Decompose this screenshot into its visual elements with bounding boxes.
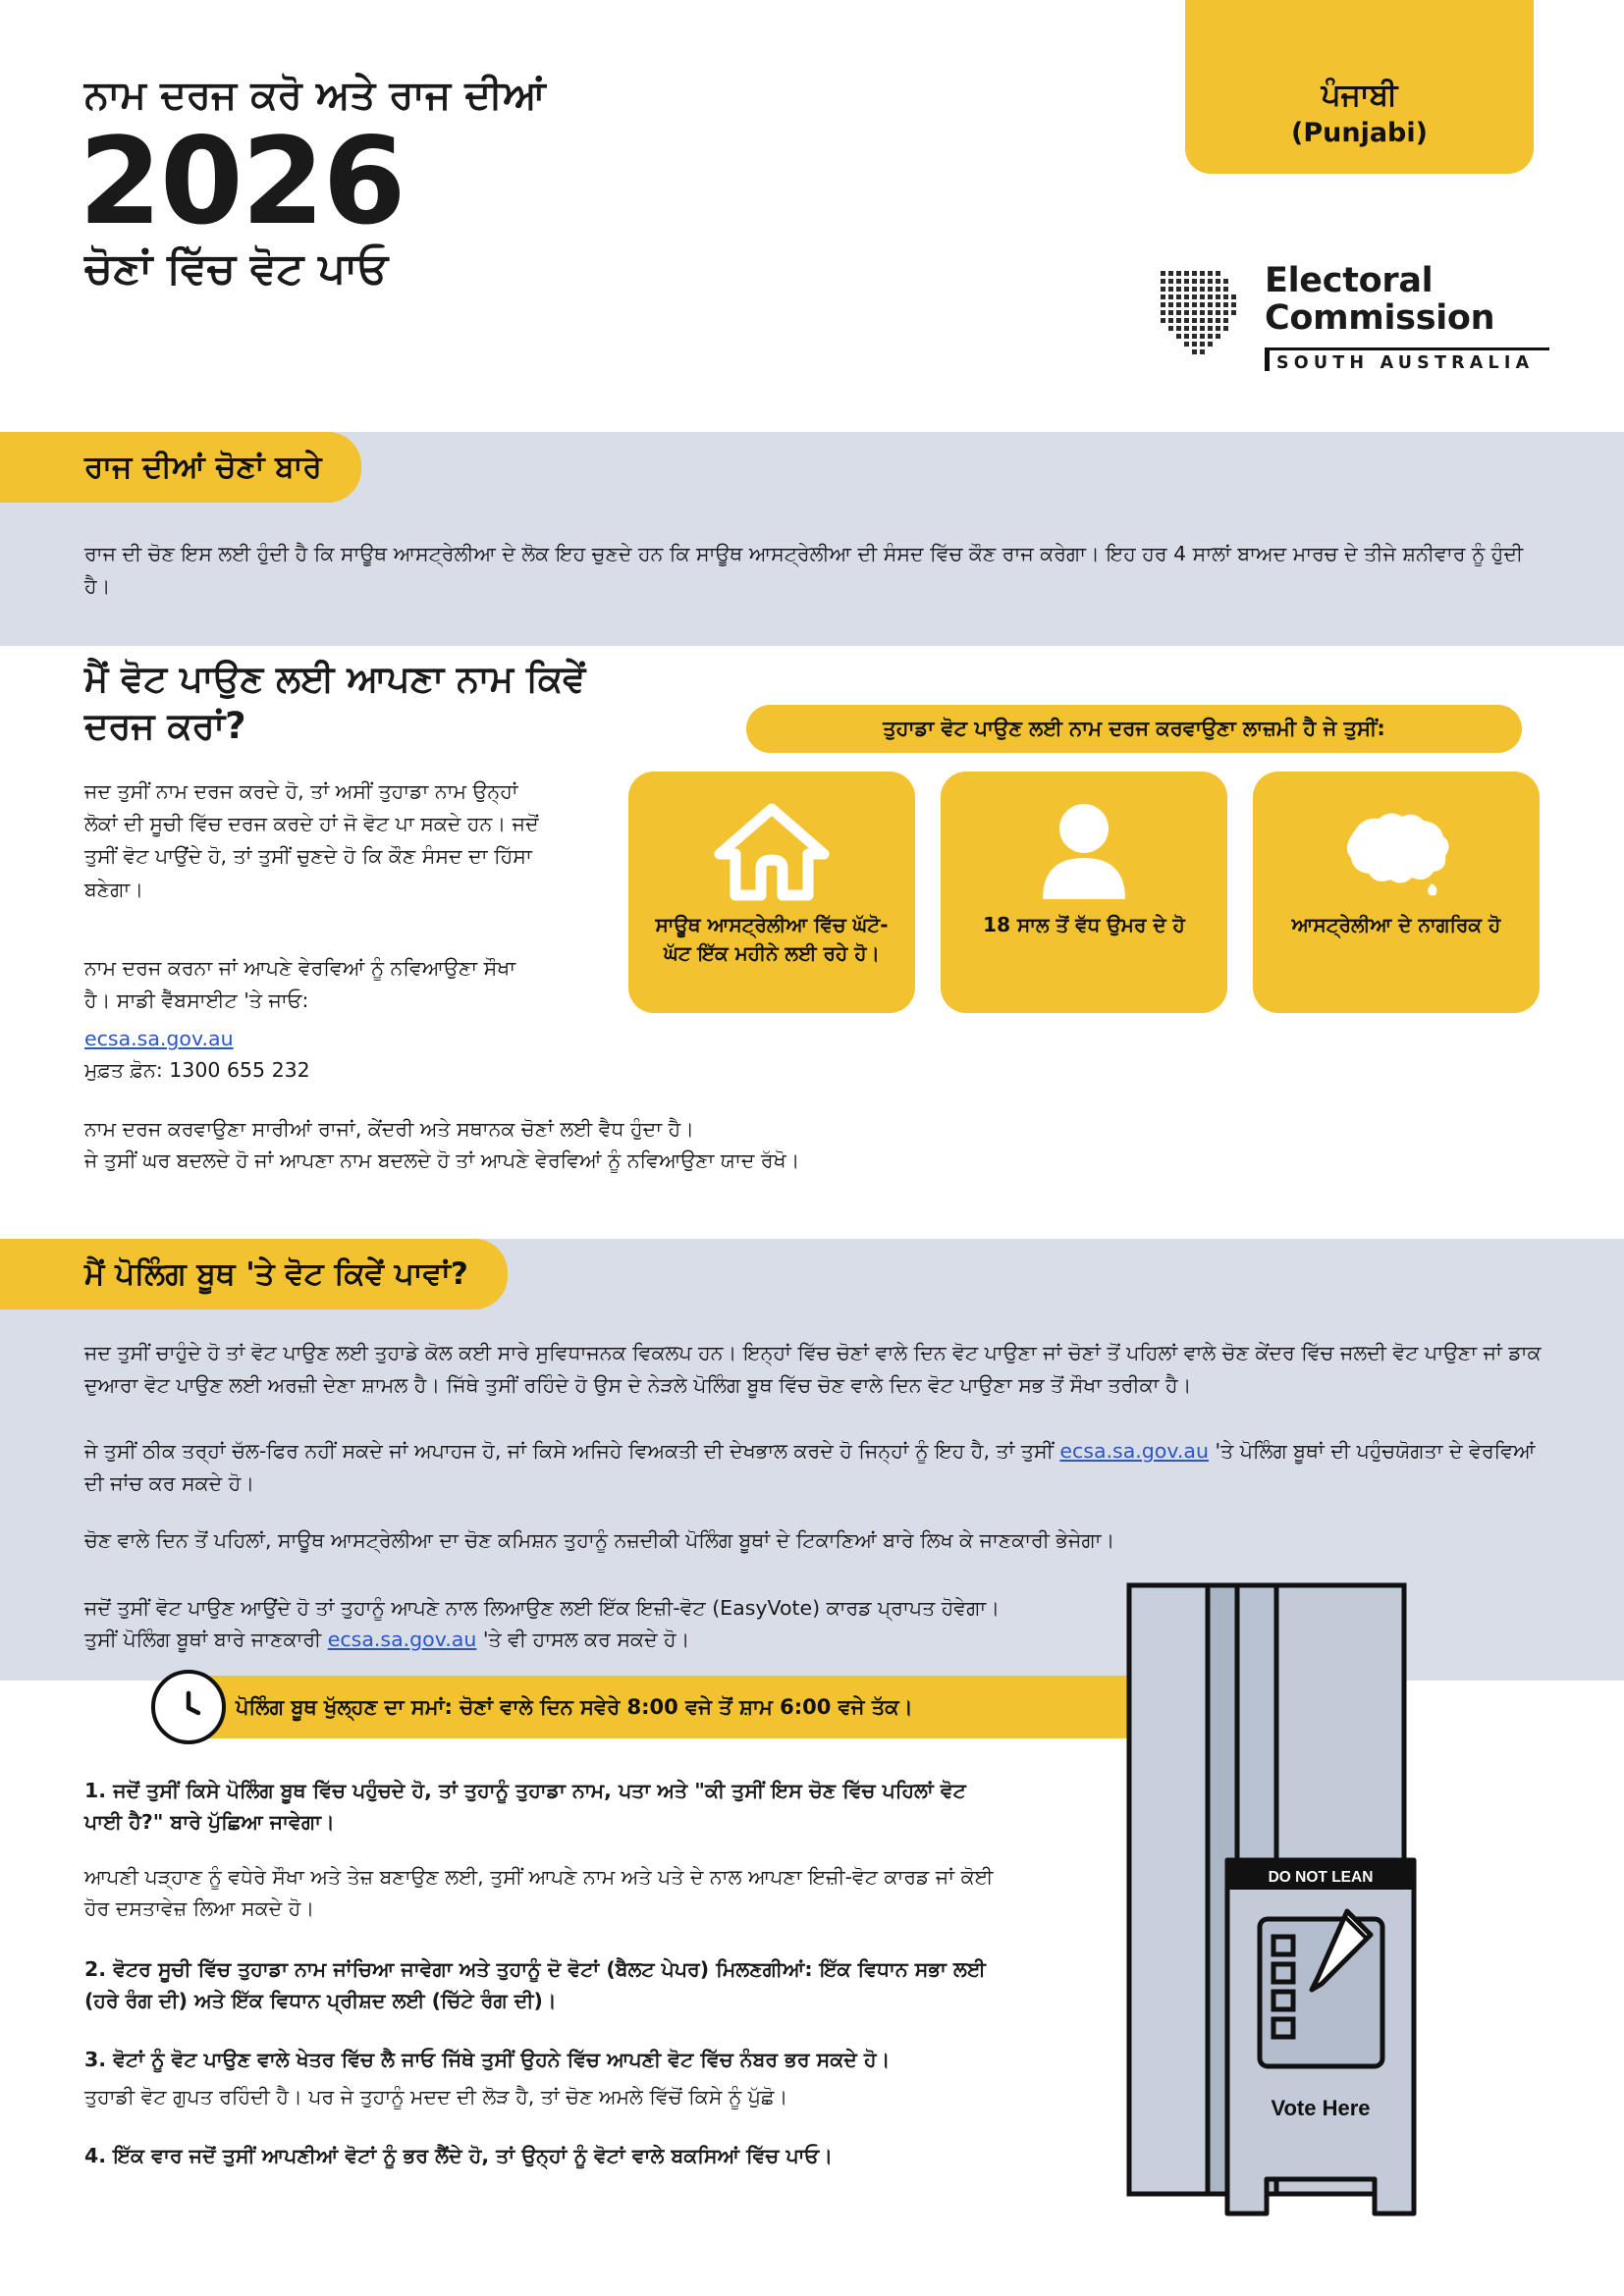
- heading-about-state-elections: ਰਾਜ ਦੀਆਂ ਚੋਣਾਂ ਬਾਰੇ: [0, 432, 361, 503]
- eligibility-card-age: [941, 772, 1227, 1013]
- voting-step-3-number: 3.: [84, 2048, 107, 2071]
- voting-step-1-bold: ਜਦੋਂ ਤੁਸੀਂ ਕਿਸੇ ਪੋਲਿੰਗ ਬੂਥ ਵਿੱਚ ਪਹੁੰਚਦੇ ਹੋ, ਤਾਂ ਤੁਹਾਨੂੰ ਤੁਹਾਡਾ ਨਾਮ, ਪਤਾ ਅਤੇ "ਕੀ ਤੁਸੀਂ ਇਸ ਚੋਣ ਵਿੱਚ ਪਹਿਲਾਂ ਵੋਟ ਪਾਈ ਹੈ?" ਬਾਰੇ ਪੁੱਛਿਆ ਜਾਵੇਗਾ।: [84, 1779, 966, 1835]
- masthead-year: 2026: [79, 112, 405, 251]
- house-icon: [714, 793, 830, 911]
- clock-icon: [151, 1670, 226, 1744]
- ecsa-website-link-accessibility[interactable]: ecsa.sa.gov.au: [1059, 1439, 1209, 1463]
- ecsa-logo: [1159, 263, 1542, 381]
- ecsa-wordmark-line-1: Electoral: [1265, 261, 1434, 300]
- eligibility-card-residency: [628, 772, 915, 1013]
- ecsa-wordmark: [1265, 263, 1494, 338]
- voting-paragraph-5: [84, 1624, 1066, 1656]
- eligibility-title: ਤੁਹਾਡਾ ਵੋਟ ਪਾਉਣ ਲਈ ਨਾਮ ਦਰਜ ਕਰਵਾਉਣਾ ਲਾਜ਼ਮੀ ਹੈ ਜੇ ਤੁਸੀਂ:: [746, 705, 1522, 753]
- ecsa-website-link-register[interactable]: ecsa.sa.gov.au: [84, 1027, 234, 1050]
- masthead-line-1: ਨਾਮ ਦਰਜ ਕਰੋ ਅਤੇ ਰਾਜ ਦੀਆਂ: [84, 73, 546, 118]
- voting-step-2: [84, 1953, 1007, 2017]
- voting-paragraph-3: ਚੋਣ ਵਾਲੇ ਦਿਨ ਤੋਂ ਪਹਿਲਾਂ, ਸਾਊਥ ਆਸਟ੍ਰੇਲੀਆ ਦਾ ਚੋਣ ਕਮਿਸ਼ਨ ਤੁਹਾਨੂੰ ਨਜ਼ਦੀਕੀ ਪੋਲਿੰਗ ਬੂਥਾਂ ਦੇ ਟਿਕਾਣਿਆਂ ਬਾਰੇ ਲਿਖ ਕੇ ਜਾਣਕਾਰੀ ਭੇਜੇਗਾ।: [84, 1528, 1115, 1552]
- voting-screen-illustration: [1080, 1566, 1473, 2253]
- voting-step-2-bold: ਵੋਟਰ ਸੂਚੀ ਵਿੱਚ ਤੁਹਾਡਾ ਨਾਮ ਜਾਂਚਿਆ ਜਾਵੇਗਾ ਅਤੇ ਤੁਹਾਨੂੰ ਦੋ ਵੋਟਾਂ (ਬੈਲਟ ਪੇਪਰ) ਮਿਲਣਗੀਆਂ: ਇੱਕ ਵਿਧਾਨ ਸਭਾ ਲਈ (ਹਰੇ ਰੰਗ ਦੀ) ਅਤੇ ਇੱਕ ਵਿਧਾਨ ਪ੍ਰੀਸ਼ਦ ਲਈ (ਚਿੱਟੇ ਰੰਗ ਦੀ)।: [84, 1957, 986, 2013]
- language-badge: [1185, 0, 1534, 174]
- voting-step-3: [84, 2044, 1007, 2075]
- register-paragraph-4: ਜੇ ਤੁਸੀਂ ਘਰ ਬਦਲਦੇ ਹੋ ਜਾਂ ਆਪਣਾ ਨਾਮ ਬਦਲਦੇ ਹੋ ਤਾਂ ਆਪਣੇ ਵੇਰਵਿਆਂ ਨੂੰ ਨਵਿਆਉਣਾ ਯਾਦ ਰੱਖੋ।: [84, 1148, 800, 1172]
- about-state-elections-body: ਰਾਜ ਦੀ ਚੋਣ ਇਸ ਲਈ ਹੁੰਦੀ ਹੈ ਕਿ ਸਾਊਥ ਆਸਟ੍ਰੇਲੀਆ ਦੇ ਲੋਕ ਇਹ ਚੁਣਦੇ ਹਨ ਕਿ ਸਾਊਥ ਆਸਟ੍ਰੇਲੀਆ ਦੀ ਸੰਸਦ ਵਿੱਚ ਕੌਣ ਰਾਜ ਕਰੇਗਾ। ਇਹ ਹਰ 4 ਸਾਲਾਂ ਬਾਅਦ ਮਾਰਚ ਦੇ ਤੀਜੇ ਸ਼ਨੀਵਾਰ ਨੂੰ ਹੁੰਦੀ ਹੈ।: [84, 542, 1524, 599]
- register-paragraph-2: ਨਾਮ ਦਰਜ ਕਰਨਾ ਜਾਂ ਆਪਣੇ ਵੇਰਵਿਆਂ ਨੂੰ ਨਵਿਆਉਣਾ ਸੌਖਾ ਹੈ। ਸਾਡੀ ਵੈੱਬਸਾਈਟ 'ਤੇ ਜਾਓ:: [84, 956, 516, 1013]
- voting-paragraph-2: [84, 1435, 1547, 1500]
- polling-hours-banner: [157, 1676, 1237, 1738]
- person-icon: [1030, 793, 1138, 911]
- eligibility-card-citizenship-caption: ਆਸਟ੍ਰੇਲੀਆ ਦੇ ਨਾਗਰਿਕ ਹੋ: [1291, 913, 1501, 936]
- masthead: [79, 71, 831, 296]
- ecsa-logo-tick: [1265, 349, 1270, 371]
- australia-map-icon: [1333, 793, 1459, 911]
- register-freecall-phone: ਮੁਫ਼ਤ ਫ਼ੋਨ: 1300 655 232: [84, 1058, 310, 1082]
- voting-paragraph-2-post: 'ਤੇ ਪੋਲਿੰਗ ਬੂਥਾਂ ਦੀ ਪਹੁੰਚਯੋਗਤਾ ਦੇ ਵੇਰਵਿਆਂ ਦੀ ਜਾਂਚ ਕਰ ਸਕਦੇ ਹੋ।: [84, 1439, 1536, 1496]
- language-name-native: ਪੰਜਾਬੀ: [1321, 77, 1398, 113]
- polling-hours-text: ਪੋਲਿੰਗ ਬੂਥ ਖੁੱਲ੍ਹਣ ਦਾ ਸਮਾਂ: ਚੋਣਾਂ ਵਾਲੇ ਦਿਨ ਸਵੇਰੇ 8:00 ਵਜੇ ਤੋਂ ਸ਼ਾਮ 6:00 ਵਜੇ ਤੱਕ।: [236, 1694, 913, 1719]
- register-paragraph-1: ਜਦ ਤੁਸੀਂ ਨਾਮ ਦਰਜ ਕਰਦੇ ਹੋ, ਤਾਂ ਅਸੀਂ ਤੁਹਾਡਾ ਨਾਮ ਉਨ੍ਹਾਂ ਲੋਕਾਂ ਦੀ ਸੂਚੀ ਵਿੱਚ ਦਰਜ ਕਰਦੇ ਹਾਂ ਜੋ ਵੋਟ ਪਾ ਸਕਦੇ ਹਨ। ਜਦੋਂ ਤੁਸੀਂ ਵੋਟ ਪਾਉਂਦੇ ਹੋ, ਤਾਂ ਤੁਸੀਂ ਚੁਣਦੇ ਹੋ ਕਿ ਕੌਣ ਸੰਸਦ ਦਾ ਹਿੱਸਾ ਬਣੇਗਾ।: [84, 779, 539, 901]
- vote-here-label: Vote Here: [1271, 2096, 1371, 2120]
- register-paragraph-3: ਨਾਮ ਦਰਜ ਕਰਵਾਉਣਾ ਸਾਰੀਆਂ ਰਾਜਾਂ, ਕੇਂਦਰੀ ਅਤੇ ਸਥਾਨਕ ਚੋਣਾਂ ਲਈ ਵੈਧ ਹੁੰਦਾ ਹੈ।: [84, 1117, 694, 1141]
- voting-step-1: [84, 1775, 1007, 1839]
- voting-step-4-bold: ਇੱਕ ਵਾਰ ਜਦੋਂ ਤੁਸੀਂ ਆਪਣੀਆਂ ਵੋਟਾਂ ਨੂੰ ਭਰ ਲੈਂਦੇ ਹੋ, ਤਾਂ ਉਨ੍ਹਾਂ ਨੂੰ ਵੋਟਾਂ ਵਾਲੇ ਬਕਸਿਆਂ ਵਿੱਚ ਪਾਓ।: [113, 2144, 834, 2167]
- ecsa-website-link-booths[interactable]: ecsa.sa.gov.au: [327, 1628, 477, 1651]
- heading-how-to-register: ਮੈਂ ਵੋਟ ਪਾਉਣ ਲਈ ਆਪਣਾ ਨਾਮ ਕਿਵੇਂ ਦਰਜ ਕਰਾਂ?: [84, 658, 586, 748]
- eligibility-card-age-caption: 18 ਸਾਲ ਤੋਂ ਵੱਧ ਉਮਰ ਦੇ ਹੋ: [983, 913, 1185, 936]
- voting-step-4-number: 4.: [84, 2144, 107, 2167]
- voting-step-4: [84, 2140, 1007, 2171]
- eligibility-card-residency-caption: ਸਾਊਥ ਆਸਟ੍ਰੇਲੀਆ ਵਿੱਚ ਘੱਟੋ-ਘੱਟ ਇੱਕ ਮਹੀਨੇ ਲਈ ਰਹੇ ਹੋ।: [655, 913, 889, 965]
- voting-paragraph-5-pre: ਤੁਸੀਂ ਪੋਲਿੰਗ ਬੂਥਾਂ ਬਾਰੇ ਜਾਣਕਾਰੀ: [84, 1628, 328, 1651]
- voting-step-1-number: 1.: [84, 1779, 107, 1802]
- voting-step-3-bold: ਵੋਟਾਂ ਨੂੰ ਵੋਟ ਪਾਉਣ ਵਾਲੇ ਖੇਤਰ ਵਿੱਚ ਲੈ ਜਾਓ ਜਿੱਥੇ ਤੁਸੀਂ ਉਹਨੇ ਵਿੱਚ ਆਪਣੀ ਵੋਟ ਵਿੱਚ ਨੰਬਰ ਭਰ ਸਕਦੇ ਹੋ।: [113, 2048, 891, 2071]
- masthead-line-3: ਚੋਣਾਂ ਵਿੱਚ ਵੋਟ ਪਾਓ: [84, 244, 389, 294]
- ecsa-dot-map-icon: [1159, 267, 1249, 361]
- eligibility-card-citizenship: [1253, 772, 1540, 1013]
- voting-paragraph-5-post: 'ਤੇ ਵੀ ਹਾਸਲ ਕਰ ਸਕਦੇ ਹੋ।: [476, 1628, 690, 1651]
- eligibility-cards: [628, 772, 1542, 1013]
- ecsa-wordmark-line-3: SOUTH AUSTRALIA: [1276, 353, 1535, 373]
- voting-paragraph-2-pre: ਜੇ ਤੁਸੀਂ ਠੀਕ ਤਰ੍ਹਾਂ ਚੱਲ-ਫਿਰ ਨਹੀਂ ਸਕਦੇ ਜਾਂ ਅਪਾਹਜ ਹੋ, ਜਾਂ ਕਿਸੇ ਅਜਿਹੇ ਵਿਅਕਤੀ ਦੀ ਦੇਖਭਾਲ ਕਰਦੇ ਹੋ ਜਿਨ੍ਹਾਂ ਨੂੰ ਇਹ ਹੈ, ਤਾਂ ਤੁਸੀਂ: [84, 1439, 1060, 1463]
- voting-paragraph-4: ਜਦੋਂ ਤੁਸੀਂ ਵੋਟ ਪਾਉਣ ਆਉਂਦੇ ਹੋ ਤਾਂ ਤੁਹਾਨੂੰ ਆਪਣੇ ਨਾਲ ਲਿਆਉਣ ਲਈ ਇੱਕ ਇਜ਼ੀ-ਵੋਟ (EasyVote) ਕਾਰਡ ਪ੍ਰਾਪਤ ਹੋਵੇਗਾ।: [84, 1596, 1001, 1620]
- ecsa-wordmark-line-2: Commission: [1265, 297, 1495, 338]
- voting-step-3-note: ਤੁਹਾਡੀ ਵੋਟ ਗੁਪਤ ਰਹਿੰਦੀ ਹੈ। ਪਰ ਜੇ ਤੁਹਾਨੂੰ ਮਦਦ ਦੀ ਲੋੜ ਹੈ, ਤਾਂ ਚੋਣ ਅਮਲੇ ਵਿੱਚੋਂ ਕਿਸੇ ਨੂੰ ਪੁੱਛੋ।: [84, 2085, 788, 2109]
- ecsa-logo-rule: [1265, 347, 1549, 350]
- voting-paragraph-1: ਜਦ ਤੁਸੀਂ ਚਾਹੁੰਦੇ ਹੋ ਤਾਂ ਵੋਟ ਪਾਉਣ ਲਈ ਤੁਹਾਡੇ ਕੋਲ ਕਈ ਸਾਰੇ ਸੁਵਿਧਾਜਨਕ ਵਿਕਲਪ ਹਨ। ਇਨ੍ਹਾਂ ਵਿੱਚ ਚੋਣਾਂ ਵਾਲੇ ਦਿਨ ਵੋਟ ਪਾਉਣਾ ਜਾਂ ਚੋਣਾਂ ਤੋਂ ਪਹਿਲਾਂ ਵਾਲੇ ਚੋਣ ਕੇਂਦਰ ਵਿੱਚ ਜਲਦੀ ਵੋਟ ਪਾਉਣਾ ਜਾਂ ਡਾਕ ਦੁਆਰਾ ਵੋਟ ਪਾਉਣ ਲਈ ਅਰਜ਼ੀ ਦੇਣਾ ਸ਼ਾਮਲ ਹੈ। ਜਿੱਥੇ ਤੁਸੀਂ ਰਹਿੰਦੇ ਹੋ ਉਸ ਦੇ ਨੇੜਲੇ ਪੋਲਿੰਗ ਬੂਥ ਵਿੱਚ ਚੋਣ ਵਾਲੇ ਦਿਨ ਵੋਟ ਪਾਉਣਾ ਸਭ ਤੋਂ ਸੌਖਾ ਤਰੀਕਾ ਹੈ।: [84, 1341, 1542, 1398]
- heading-how-to-vote: ਮੈਂ ਪੋਲਿੰਗ ਬੂਥ 'ਤੇ ਵੋਟ ਕਿਵੇਂ ਪਾਵਾਂ?: [0, 1239, 508, 1309]
- voting-step-1-note: ਆਪਣੀ ਪੜ੍ਹਾਣ ਨੂੰ ਵਧੇਰੇ ਸੌਖਾ ਅਤੇ ਤੇਜ਼ ਬਣਾਉਣ ਲਈ, ਤੁਸੀਂ ਆਪਣੇ ਨਾਮ ਅਤੇ ਪਤੇ ਦੇ ਨਾਲ ਆਪਣਾ ਇਜ਼ੀ-ਵੋਟ ਕਾਰਡ ਜਾਂ ਕੋਈ ਹੋਰ ਦਸਤਾਵੇਜ਼ ਲਿਆ ਸਕਦੇ ਹੋ।: [84, 1865, 994, 1921]
- svg-text:DO NOT LEAN: DO NOT LEAN: [1268, 1869, 1374, 1886]
- language-name-english: (Punjabi): [1291, 118, 1428, 148]
- voting-step-2-number: 2.: [84, 1957, 107, 1981]
